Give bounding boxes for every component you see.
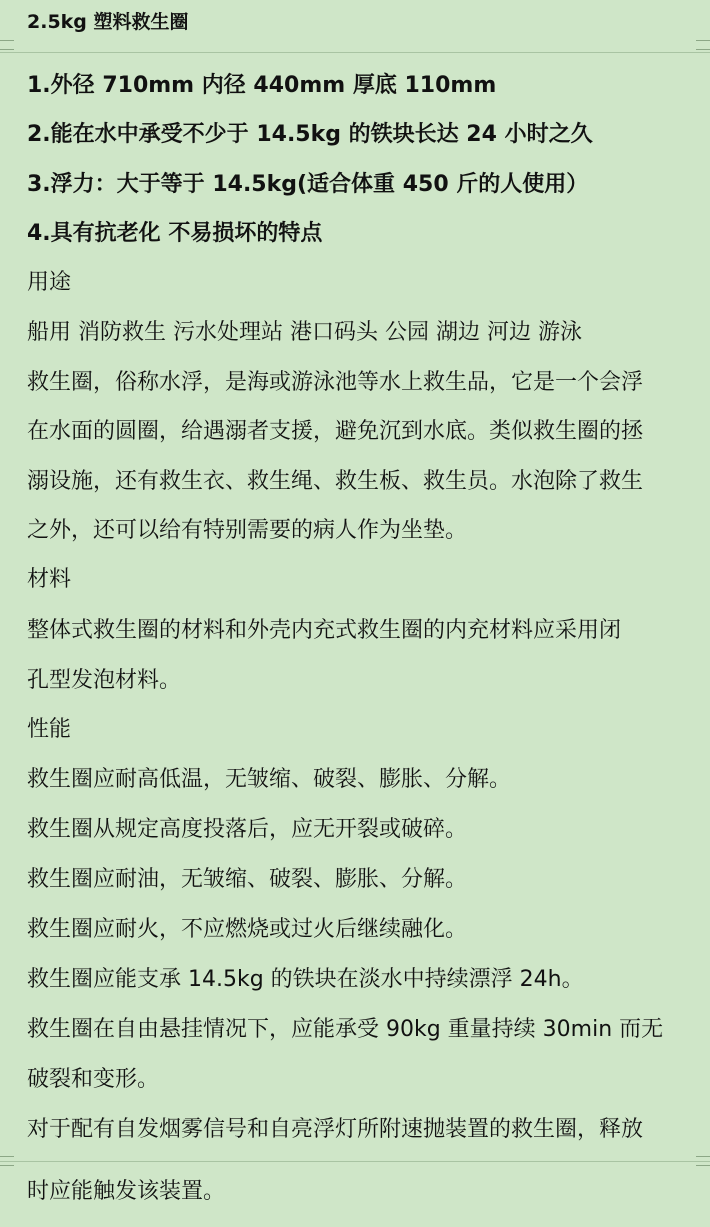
performance-line-1: 救生圈应耐高低温，无皱缩、破裂、膨胀、分解。: [27, 767, 512, 792]
spec-line-3: 3.浮力：大于等于 14.5kg(适合体重 450 斤的人使用）: [27, 172, 589, 197]
page-corner-mark-bottom-right: [696, 1156, 710, 1166]
page-corner-mark-bottom-left: [0, 1156, 14, 1166]
spec-line-4: 4.具有抗老化 不易损坏的特点: [27, 221, 323, 246]
performance-line-9: 时应能触发该装置。: [27, 1179, 226, 1204]
spec-line-2: 2.能在水中承受不少于 14.5kg 的铁块长达 24 小时之久: [27, 122, 593, 147]
spec-line-1: 1.外径 710mm 内径 440mm 厚底 110mm: [27, 73, 497, 98]
material-line-2: 孔型发泡材料。: [27, 668, 182, 693]
page-break-line: [0, 1161, 710, 1162]
performance-line-3: 救生圈应耐油，无皱缩、破裂、膨胀、分解。: [27, 867, 468, 892]
intro-line-3: 溺设施，还有救生衣、救生绳、救生板、救生员。水泡除了救生: [27, 469, 644, 494]
page-corner-mark-top-right: [696, 40, 710, 50]
page-corner-mark-top-left: [0, 40, 14, 50]
material-line-1: 整体式救生圈的材料和外壳内充式救生圈的内充材料应采用闭: [27, 618, 622, 643]
intro-line-2: 在水面的圆圈，给遇溺者支援，避免沉到水底。类似救生圈的拯: [27, 419, 644, 444]
intro-line-4: 之外，还可以给有特别需要的病人作为坐垫。: [27, 518, 468, 543]
performance-line-5: 救生圈应能支承 14.5kg 的铁块在淡水中持续漂浮 24h。: [27, 967, 584, 992]
performance-line-8: 对于配有自发烟雾信号和自亮浮灯所附速抛装置的救生圈，释放: [27, 1117, 644, 1142]
performance-line-4: 救生圈应耐火，不应燃烧或过火后继续融化。: [27, 917, 468, 942]
usage-heading: 用途: [27, 270, 72, 295]
usage-list: 船用 消防救生 污水处理站 港口码头 公园 湖边 河边 游泳: [27, 320, 582, 345]
performance-line-7: 破裂和变形。: [27, 1067, 160, 1092]
performance-line-2: 救生圈从规定高度投落后，应无开裂或破碎。: [27, 817, 468, 842]
intro-line-1: 救生圈，俗称水浮，是海或游泳池等水上救生品，它是一个会浮: [27, 370, 644, 395]
material-heading: 材料: [27, 567, 72, 592]
page-header-title: 2.5kg 塑料救生圈: [27, 11, 189, 33]
header-divider: [0, 52, 710, 53]
performance-line-6: 救生圈在自由悬挂情况下，应能承受 90kg 重量持续 30min 而无: [27, 1017, 664, 1042]
performance-heading: 性能: [27, 717, 72, 742]
